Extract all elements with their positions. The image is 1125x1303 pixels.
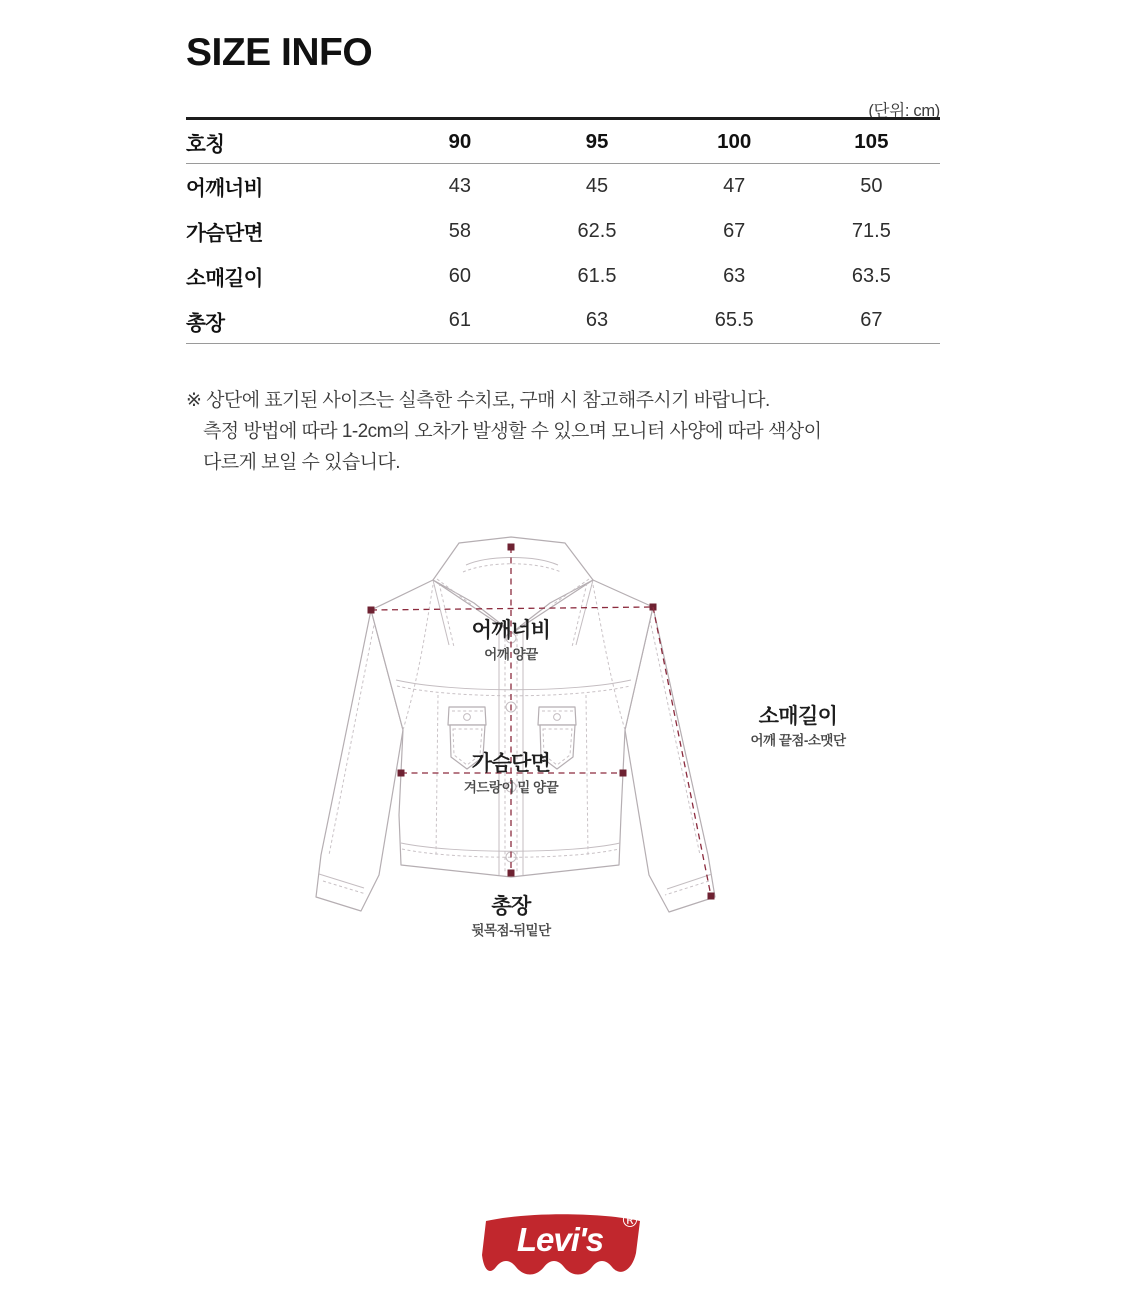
size-table-container: [186, 117, 940, 344]
brand-footer: [0, 1205, 1125, 1288]
size-table: [186, 117, 940, 344]
table-header-row: [186, 119, 940, 164]
levis-wordmark: Levi's: [516, 1221, 603, 1258]
annotation-sleeve-length: [750, 704, 846, 748]
cell-total-100: 65.5: [714, 309, 754, 332]
annotation-total-length-sub: 뒷목점-뒤밑단: [470, 923, 551, 938]
annotation-chest-width-main: 가슴단면: [471, 752, 550, 775]
cell-chest-90: 58: [448, 219, 471, 242]
disclaimer-line-3: 다르게 보일 수 있습니다.: [203, 451, 400, 473]
levis-batwing-logo: [470, 1205, 656, 1283]
row-label-total-length: 총장: [186, 311, 225, 335]
cell-chest-100: 67: [723, 219, 746, 242]
cell-sleeve-100: 63: [723, 264, 746, 287]
annotation-total-length: [471, 894, 552, 938]
table-row: [186, 299, 940, 344]
unit-note: (단위: cm): [868, 101, 940, 120]
cell-shoulder-105: 50: [860, 174, 883, 197]
table-header-size-100: 100: [717, 129, 752, 153]
annotation-sleeve-length-sub: 어깨 끝점-소맷단: [749, 733, 846, 748]
annotation-chest-width-sub: 겨드랑이 밑 양끝: [463, 780, 558, 795]
row-label-chest: 가슴단면: [186, 222, 263, 245]
cell-shoulder-90: 43: [448, 174, 471, 197]
table-row: [186, 254, 940, 299]
cell-sleeve-95: 61.5: [577, 264, 617, 287]
cell-total-95: 63: [585, 309, 609, 332]
registered-trademark-icon: ®: [622, 1210, 637, 1232]
cell-total-105: 67: [860, 309, 883, 332]
annotation-total-length-main: 총장: [490, 895, 531, 918]
denim-jacket-illustration: [253, 525, 873, 965]
table-header-size-105: 105: [854, 129, 889, 153]
cell-sleeve-90: 60: [448, 264, 471, 287]
cell-total-90: 61: [448, 309, 471, 332]
table-header-size-90: 90: [448, 129, 472, 153]
cell-shoulder-100: 47: [723, 174, 746, 197]
garment-diagram: [0, 525, 1125, 985]
table-row: [186, 164, 940, 209]
row-label-shoulder: 어깨너비: [186, 177, 263, 201]
page-title: SIZE INFO: [186, 31, 373, 74]
cell-shoulder-95: 45: [585, 174, 609, 197]
annotation-shoulder-width-main: 어깨너비: [471, 619, 550, 642]
annotation-chest-width: [463, 751, 559, 795]
disclaimer-line-1: ※ 상단에 표기된 사이즈는 실측한 수치로, 구매 시 참고해주시기 바랍니다.: [186, 390, 770, 411]
table-header-size-95: 95: [585, 129, 609, 153]
cell-chest-105: 71.5: [851, 219, 891, 242]
table-row: [186, 209, 940, 254]
annotation-sleeve-length-main: 소매길이: [758, 705, 837, 728]
header: [186, 32, 940, 121]
annotation-shoulder-width-sub: 어깨 양끝: [483, 647, 538, 662]
cell-chest-95: 62.5: [577, 219, 617, 242]
disclaimer: [186, 386, 926, 478]
table-header-label: 호칭: [186, 132, 225, 156]
cell-sleeve-105: 63.5: [851, 264, 891, 287]
disclaimer-line-2: 측정 방법에 따라 1-2cm의 오차가 발생할 수 있으며 모니터 사양에 따라 색상이: [203, 420, 822, 442]
row-label-sleeve: 소매길이: [186, 267, 263, 290]
